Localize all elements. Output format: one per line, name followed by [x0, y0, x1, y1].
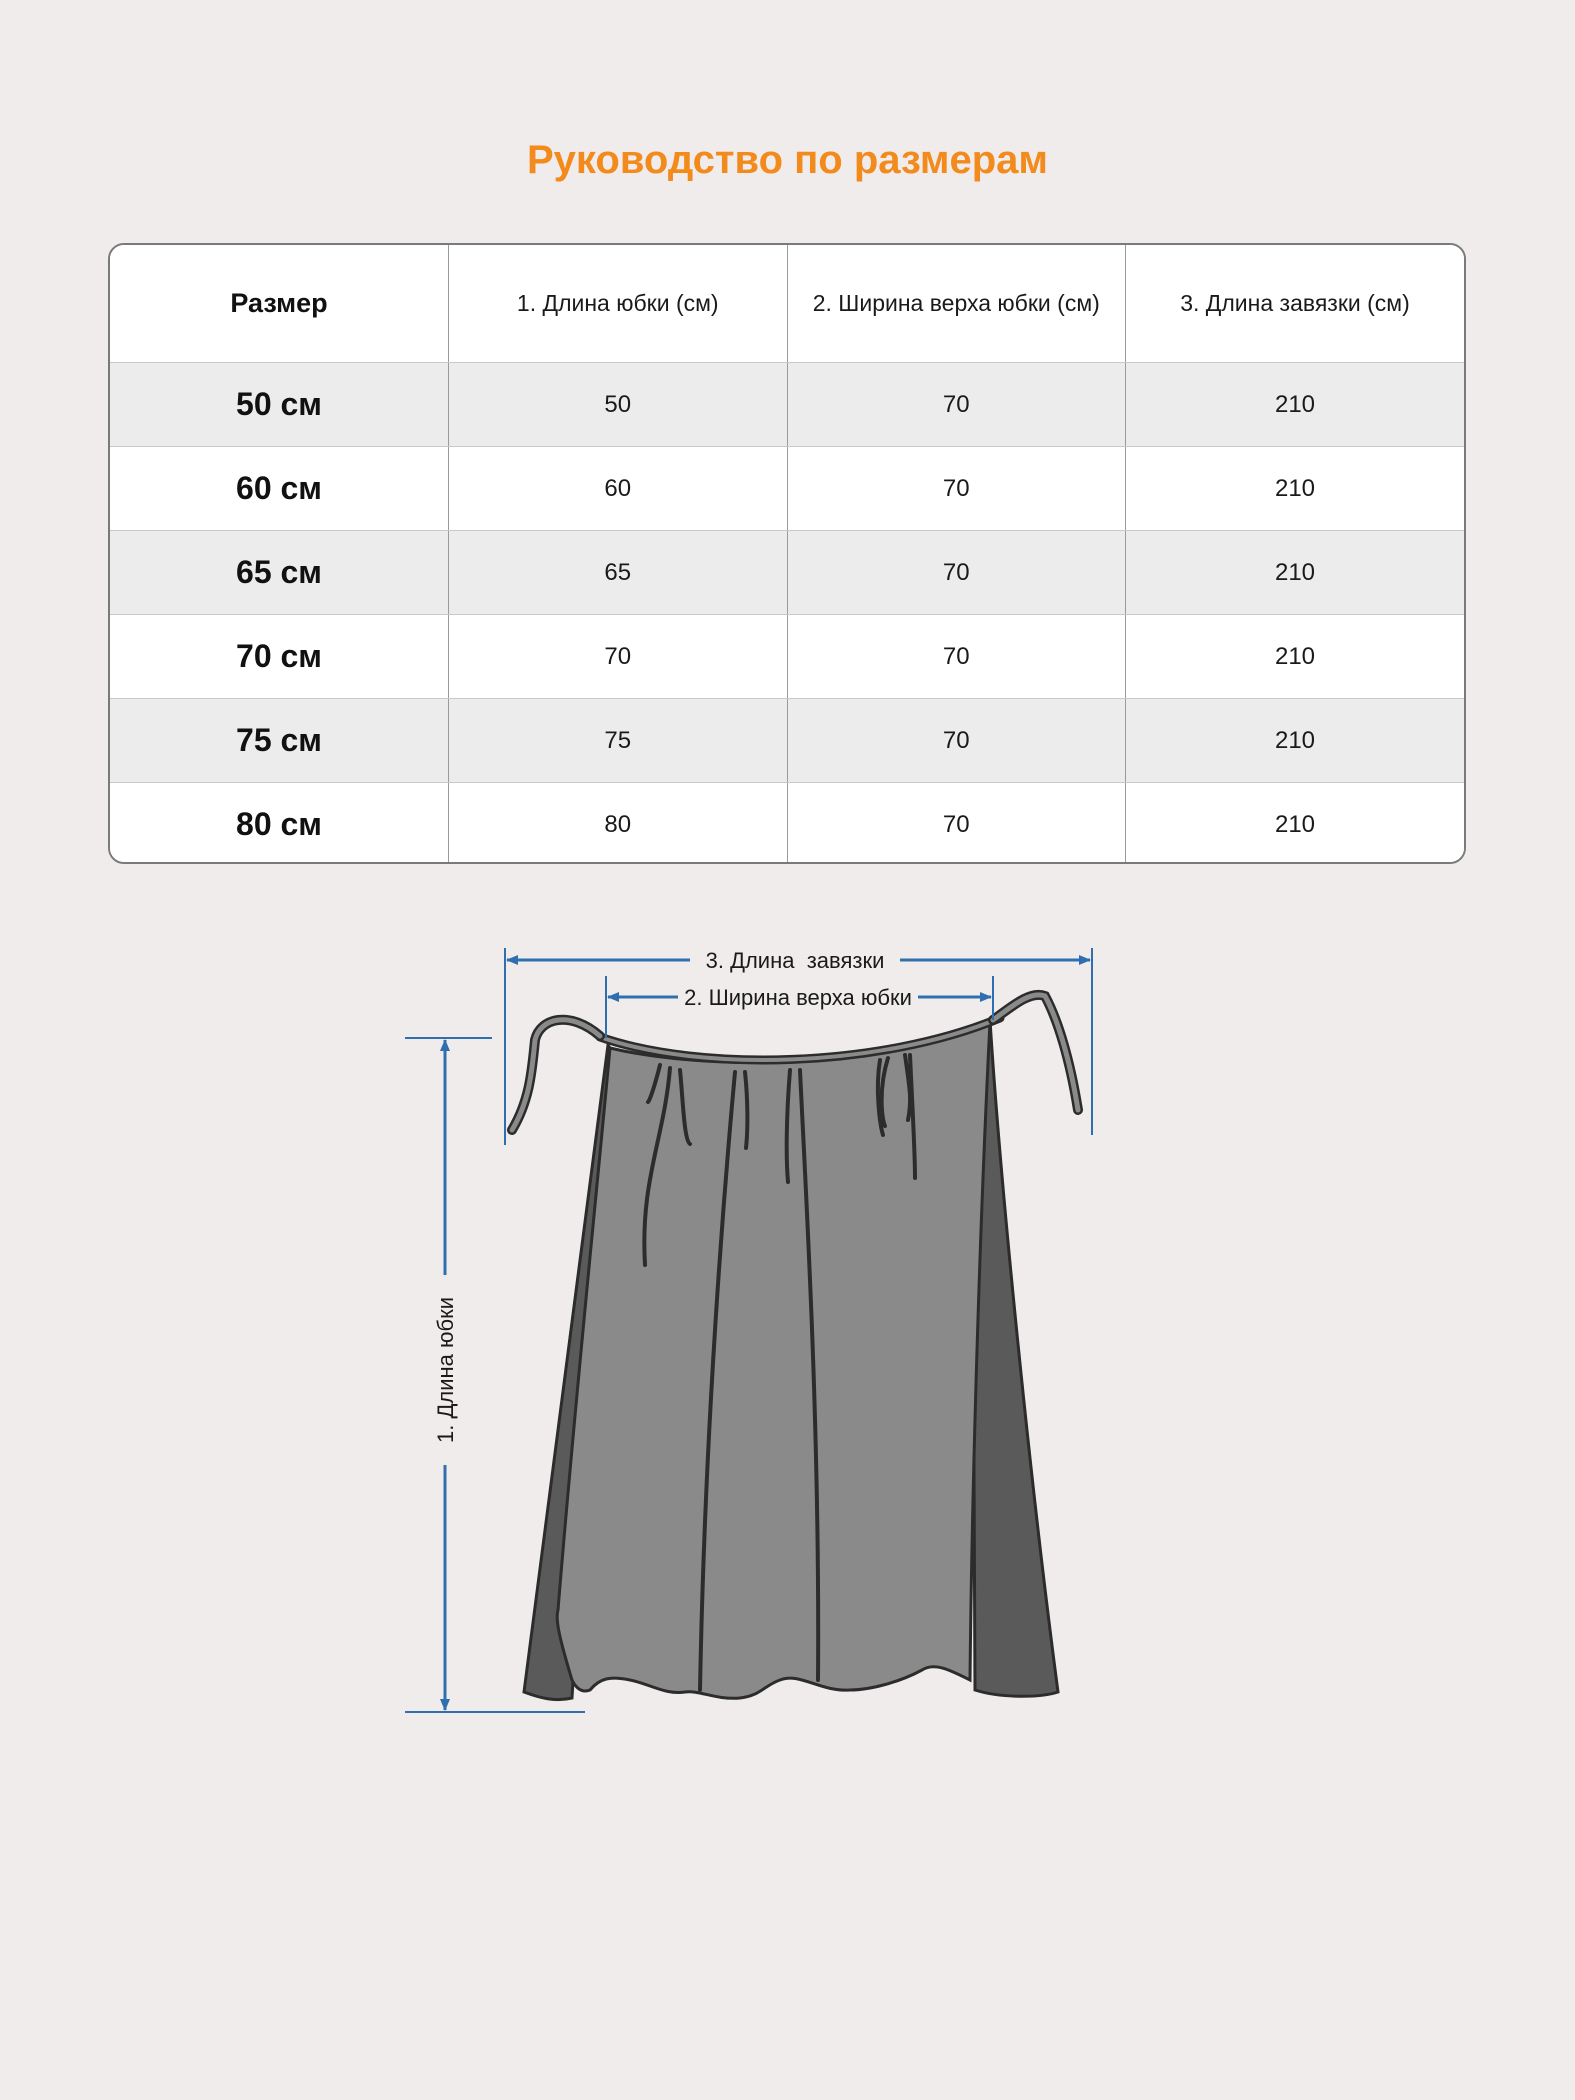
skirt-length-cell: 60: [449, 447, 788, 531]
header-skirt-length: 1. Длина юбки (см): [449, 245, 788, 363]
skirt-length-cell: 80: [449, 783, 788, 865]
top-width-cell: 70: [787, 363, 1126, 447]
table-row: [110, 615, 1464, 699]
page-title: Руководство по размерам: [527, 138, 1048, 182]
tie-length-cell: 210: [1126, 363, 1465, 447]
skirt-length-cell: 70: [449, 615, 788, 699]
top-width-cell: 70: [787, 447, 1126, 531]
tie-length-cell: 210: [1126, 783, 1465, 865]
skirt-length-label: 1. Длина юбки: [433, 1297, 458, 1443]
size-cell: 75 см: [110, 699, 449, 783]
skirt-diagram: [0, 920, 1575, 1740]
size-cell: 70 см: [110, 615, 449, 699]
table-header-row: [110, 245, 1464, 363]
table-row: [110, 699, 1464, 783]
header-tie-length: 3. Длина завязки (см): [1126, 245, 1465, 363]
skirt-illustration: [512, 995, 1078, 1700]
size-cell: 80 см: [110, 783, 449, 865]
top-width-cell: 70: [787, 699, 1126, 783]
top-width-cell: 70: [787, 783, 1126, 865]
skirt-length-cell: 75: [449, 699, 788, 783]
table-row: [110, 447, 1464, 531]
top-width-dimension: [606, 976, 993, 1038]
tie-length-cell: 210: [1126, 447, 1465, 531]
tie-length-cell: 210: [1126, 615, 1465, 699]
top-width-label: 2. Ширина верха юбки: [684, 985, 912, 1010]
header-size: Размер: [110, 245, 449, 363]
tie-length-cell: 210: [1126, 531, 1465, 615]
skirt-length-cell: 65: [449, 531, 788, 615]
tie-length-cell: 210: [1126, 699, 1465, 783]
table-row: [110, 363, 1464, 447]
top-width-cell: 70: [787, 615, 1126, 699]
header-top-width: 2. Ширина верха юбки (см): [787, 245, 1126, 363]
size-cell: 50 см: [110, 363, 449, 447]
size-cell: 65 см: [110, 531, 449, 615]
top-width-cell: 70: [787, 531, 1126, 615]
size-table: [108, 243, 1466, 864]
tie-length-label: 3. Длина завязки: [705, 948, 885, 973]
size-cell: 60 см: [110, 447, 449, 531]
table-row: [110, 783, 1464, 865]
skirt-length-cell: 50: [449, 363, 788, 447]
table-row: [110, 531, 1464, 615]
